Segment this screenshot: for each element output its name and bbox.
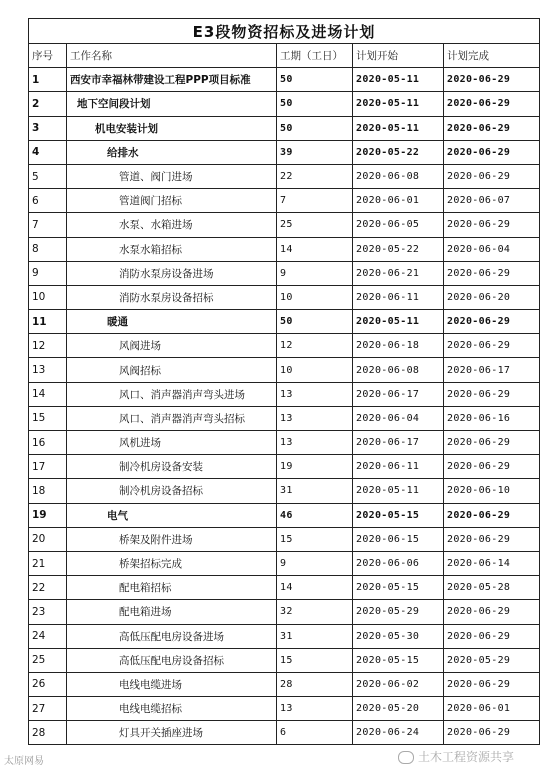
row-no: 5 [29, 164, 67, 188]
row-days: 7 [277, 189, 353, 213]
row-start: 2020-05-15 [353, 503, 444, 527]
row-no: 7 [29, 213, 67, 237]
row-no: 19 [29, 503, 67, 527]
table-row [29, 92, 540, 116]
row-days: 9 [277, 551, 353, 575]
row-start: 2020-06-17 [353, 382, 444, 406]
table-row [29, 237, 540, 261]
footer-left-text: 太原网易 [4, 756, 44, 767]
row-start: 2020-05-22 [353, 140, 444, 164]
header-start: 计划开始 [353, 44, 444, 68]
table-row [29, 164, 540, 188]
row-days: 50 [277, 92, 353, 116]
row-end: 2020-06-29 [444, 600, 540, 624]
row-end: 2020-06-29 [444, 164, 540, 188]
row-days: 31 [277, 624, 353, 648]
row-name: 西安市幸福林带建设工程PPP项目标准 [67, 68, 277, 92]
row-start: 2020-06-08 [353, 164, 444, 188]
watermark-left [4, 752, 44, 767]
table-row [29, 140, 540, 164]
row-end: 2020-06-29 [444, 527, 540, 551]
wechat-icon [398, 751, 414, 764]
row-no: 2 [29, 92, 67, 116]
table-row [29, 116, 540, 140]
row-no: 13 [29, 358, 67, 382]
row-start: 2020-06-08 [353, 358, 444, 382]
table-row [29, 189, 540, 213]
row-days: 13 [277, 382, 353, 406]
table-row [29, 310, 540, 334]
row-end: 2020-06-29 [444, 68, 540, 92]
row-name: 桥架及附件进场 [67, 527, 277, 551]
row-start: 2020-05-11 [353, 92, 444, 116]
row-start: 2020-05-11 [353, 479, 444, 503]
row-name: 高低压配电房设备进场 [67, 624, 277, 648]
row-start: 2020-06-21 [353, 261, 444, 285]
row-no: 6 [29, 189, 67, 213]
row-days: 22 [277, 164, 353, 188]
row-days: 46 [277, 503, 353, 527]
table-row [29, 600, 540, 624]
row-no: 11 [29, 310, 67, 334]
row-no: 17 [29, 455, 67, 479]
row-end: 2020-05-29 [444, 648, 540, 672]
row-end: 2020-06-29 [444, 140, 540, 164]
row-days: 12 [277, 334, 353, 358]
table-row [29, 576, 540, 600]
row-name: 制冷机房设备招标 [67, 479, 277, 503]
row-no: 21 [29, 551, 67, 575]
row-name: 地下空间段计划 [67, 92, 277, 116]
table-row [29, 527, 540, 551]
header-days: 工期（工日） [277, 44, 353, 68]
row-name: 电气 [67, 503, 277, 527]
row-days: 28 [277, 672, 353, 696]
row-name: 管道阀门招标 [67, 189, 277, 213]
row-name: 管道、阀门进场 [67, 164, 277, 188]
table-row [29, 648, 540, 672]
row-days: 13 [277, 406, 353, 430]
row-days: 13 [277, 697, 353, 721]
table-row [29, 382, 540, 406]
row-start: 2020-05-15 [353, 576, 444, 600]
table-body [29, 68, 540, 745]
row-end: 2020-06-29 [444, 721, 540, 745]
row-no: 20 [29, 527, 67, 551]
table-title: E3段物资招标及进场计划 [29, 19, 540, 44]
row-no: 24 [29, 624, 67, 648]
footer-right-text: 土木工程资源共享 [418, 750, 515, 764]
row-end: 2020-06-04 [444, 237, 540, 261]
row-no: 9 [29, 261, 67, 285]
row-start: 2020-06-05 [353, 213, 444, 237]
row-start: 2020-06-15 [353, 527, 444, 551]
row-end: 2020-06-10 [444, 479, 540, 503]
table-row [29, 406, 540, 430]
row-days: 14 [277, 237, 353, 261]
row-end: 2020-05-28 [444, 576, 540, 600]
row-start: 2020-05-11 [353, 116, 444, 140]
table-row [29, 213, 540, 237]
row-no: 27 [29, 697, 67, 721]
row-name: 给排水 [67, 140, 277, 164]
row-no: 22 [29, 576, 67, 600]
row-no: 23 [29, 600, 67, 624]
row-name: 风口、消声器消声弯头招标 [67, 406, 277, 430]
table-row [29, 503, 540, 527]
row-end: 2020-06-17 [444, 358, 540, 382]
row-start: 2020-06-11 [353, 285, 444, 309]
row-name: 暖通 [67, 310, 277, 334]
row-name: 消防水泵房设备招标 [67, 285, 277, 309]
watermark-right [398, 748, 514, 765]
row-start: 2020-05-30 [353, 624, 444, 648]
row-end: 2020-06-07 [444, 189, 540, 213]
table-row [29, 261, 540, 285]
row-name: 水泵、水箱进场 [67, 213, 277, 237]
row-end: 2020-06-29 [444, 261, 540, 285]
row-days: 19 [277, 455, 353, 479]
row-no: 10 [29, 285, 67, 309]
row-end: 2020-06-16 [444, 406, 540, 430]
header-no: 序号 [29, 44, 67, 68]
row-days: 14 [277, 576, 353, 600]
header-row [29, 44, 540, 68]
row-start: 2020-05-15 [353, 648, 444, 672]
row-name: 灯具开关插座进场 [67, 721, 277, 745]
table-row [29, 68, 540, 92]
row-start: 2020-05-20 [353, 697, 444, 721]
row-no: 16 [29, 431, 67, 455]
row-start: 2020-06-24 [353, 721, 444, 745]
row-name: 电线电缆招标 [67, 697, 277, 721]
table-row [29, 285, 540, 309]
row-end: 2020-06-29 [444, 431, 540, 455]
row-days: 9 [277, 261, 353, 285]
row-end: 2020-06-29 [444, 213, 540, 237]
row-end: 2020-06-14 [444, 551, 540, 575]
row-start: 2020-06-17 [353, 431, 444, 455]
row-name: 风口、消声器消声弯头进场 [67, 382, 277, 406]
row-start: 2020-06-04 [353, 406, 444, 430]
row-end: 2020-06-29 [444, 334, 540, 358]
row-days: 15 [277, 527, 353, 551]
table-row [29, 455, 540, 479]
row-days: 10 [277, 285, 353, 309]
table-row [29, 697, 540, 721]
row-days: 32 [277, 600, 353, 624]
row-end: 2020-06-29 [444, 382, 540, 406]
row-name: 风阀招标 [67, 358, 277, 382]
row-days: 39 [277, 140, 353, 164]
row-days: 6 [277, 721, 353, 745]
row-end: 2020-06-29 [444, 672, 540, 696]
row-name: 水泵水箱招标 [67, 237, 277, 261]
row-name: 机电安装计划 [67, 116, 277, 140]
row-name: 高低压配电房设备招标 [67, 648, 277, 672]
row-end: 2020-06-20 [444, 285, 540, 309]
row-start: 2020-06-06 [353, 551, 444, 575]
row-no: 1 [29, 68, 67, 92]
header-name: 工作名称 [67, 44, 277, 68]
row-name: 桥架招标完成 [67, 551, 277, 575]
row-name: 消防水泵房设备进场 [67, 261, 277, 285]
row-end: 2020-06-29 [444, 503, 540, 527]
schedule-table [28, 18, 540, 745]
row-days: 50 [277, 116, 353, 140]
row-start: 2020-05-29 [353, 600, 444, 624]
row-no: 15 [29, 406, 67, 430]
row-start: 2020-06-02 [353, 672, 444, 696]
row-days: 31 [277, 479, 353, 503]
row-days: 10 [277, 358, 353, 382]
row-no: 12 [29, 334, 67, 358]
row-name: 电线电缆进场 [67, 672, 277, 696]
row-no: 26 [29, 672, 67, 696]
row-name: 配电箱进场 [67, 600, 277, 624]
row-no: 25 [29, 648, 67, 672]
row-name: 风机进场 [67, 431, 277, 455]
row-start: 2020-06-11 [353, 455, 444, 479]
row-end: 2020-06-01 [444, 697, 540, 721]
row-days: 50 [277, 310, 353, 334]
row-no: 4 [29, 140, 67, 164]
row-start: 2020-05-11 [353, 310, 444, 334]
schedule-sheet [28, 18, 539, 745]
table-row [29, 672, 540, 696]
row-days: 25 [277, 213, 353, 237]
row-days: 50 [277, 68, 353, 92]
row-start: 2020-05-22 [353, 237, 444, 261]
row-end: 2020-06-29 [444, 455, 540, 479]
row-name: 风阀进场 [67, 334, 277, 358]
table-row [29, 358, 540, 382]
row-no: 3 [29, 116, 67, 140]
row-start: 2020-05-11 [353, 68, 444, 92]
row-days: 13 [277, 431, 353, 455]
row-start: 2020-06-18 [353, 334, 444, 358]
row-name: 制冷机房设备安装 [67, 455, 277, 479]
row-end: 2020-06-29 [444, 310, 540, 334]
row-end: 2020-06-29 [444, 92, 540, 116]
row-days: 15 [277, 648, 353, 672]
row-no: 14 [29, 382, 67, 406]
row-no: 28 [29, 721, 67, 745]
row-no: 18 [29, 479, 67, 503]
table-row [29, 479, 540, 503]
header-end: 计划完成 [444, 44, 540, 68]
row-start: 2020-06-01 [353, 189, 444, 213]
table-row [29, 334, 540, 358]
table-row [29, 624, 540, 648]
row-end: 2020-06-29 [444, 624, 540, 648]
row-name: 配电箱招标 [67, 576, 277, 600]
row-no: 8 [29, 237, 67, 261]
row-end: 2020-06-29 [444, 116, 540, 140]
table-row [29, 721, 540, 745]
table-row [29, 551, 540, 575]
table-row [29, 431, 540, 455]
